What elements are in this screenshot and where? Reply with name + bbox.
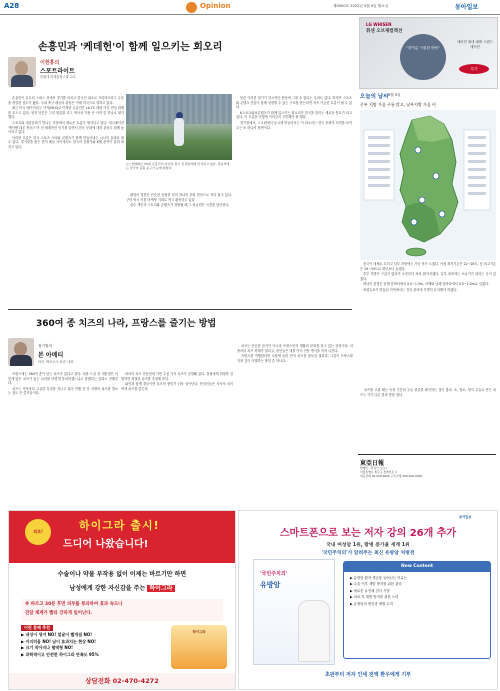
issue-info: 제0000호 2025년 0월 0일 월요일	[333, 4, 389, 8]
ad-product-image	[171, 625, 227, 669]
ad-subline1: 국내 여성암 1위, 발병 증가율 세계 1위	[326, 543, 410, 548]
article2-author-photo	[8, 338, 34, 366]
ad-headline: 스마트폰으로 보는 저자 강의 26개 추가	[279, 528, 457, 539]
ad-copy-text: 남성에게 강한 자신감을 주는	[69, 585, 146, 592]
article1-body-col-b	[236, 96, 352, 308]
ad-brand: 동아일보	[459, 515, 472, 519]
weather-description: 중부 지방 가끔 구름 많고, 남부지방 가끔 비	[360, 102, 436, 107]
paragraph: 최근 미국 메이저리그 사커(MLS)로 이적한 손흥민은 LA FC 데뷔 이후 연일 화제를 모으고 있다. 현지 언론은 그의 합류를 리그 역사상 가장 큰 이적 중 하나로 평가했다.	[8, 106, 124, 120]
author-body	[10, 355, 32, 366]
article2-column-title: 정기범의	[38, 344, 52, 348]
weather-map	[360, 110, 496, 260]
photo-caption: 로스앤젤레스 FC의 손흥민이 지난달 경기 전 팬들에게 인사하고 있다. 관중석에는 한국어 응원 문구가 눈에 띄었다.	[126, 162, 230, 171]
page-number: A28	[4, 2, 20, 10]
ad-footer	[239, 667, 497, 689]
book-ad[interactable]	[238, 510, 498, 690]
player-figure	[174, 118, 184, 146]
paragraph: K스포츠와 K콘텐츠가 함께 일으키는 회오리가 한국을 알리는 새로운 통로가 되고 있다. 이 흐름을 어떻게 이어갈지 고민해야 할 때다.	[236, 110, 352, 120]
article1-body-col-a	[8, 96, 124, 308]
author-face	[15, 61, 28, 76]
ad-subheadline: 드디어 나왔습니다!	[63, 539, 149, 550]
ad-note-line1: ※ 바르고 30분 후면 피부를 통과하여 효과 속도나	[25, 602, 123, 607]
article2-body-col-c	[237, 344, 353, 496]
paper-info-lines	[360, 467, 494, 478]
opinion-logo-icon	[186, 2, 197, 13]
ad-headline: 하이그라 출시!	[79, 519, 160, 532]
ad-benefit-item: ▶ 과학적이고 안전한 하이그라 만족도 95%	[21, 651, 99, 657]
paragraph: 바다의 물결은 동해 앞바다에서 0.5~1.5m, 서해와 남해 앞바다에서 0.5~1.0m로 일겠다.	[363, 282, 490, 287]
paragraph: 치즈를 고를 때는 숙성 기간과 우유 종류를 확인하는 것이 좋다. 소, 염소, 양의 우유로 만든 치즈는 각기 다른 맛과 향을 낸다.	[360, 388, 496, 397]
appliance-ad[interactable]	[359, 17, 498, 89]
paper-info-line: 서울특별시 종로구 청계천로 1	[360, 469, 397, 474]
book-cover-title: 유방암	[260, 581, 281, 589]
article1-body-col-c	[126, 193, 232, 308]
ad-benefit-item: ▶ 내성이 생겨 NO! 얼굴이 빨개짐 NO!	[21, 632, 93, 637]
article2-author-name: 본 아메티	[38, 352, 64, 359]
new-content-item: ▶ 유방암의 원인과 예방 수칙	[350, 601, 393, 606]
ad-benefit-list	[21, 632, 161, 658]
new-content-item: ▶ 유방암 환자 생존율 늘어나는 이유는	[350, 576, 408, 580]
product-ad[interactable]	[8, 510, 236, 690]
new-content-item: ▶ 수술 이후 재발 방지를 위한 관리	[350, 582, 402, 587]
ad-tag: 이런 분께 추천	[21, 625, 53, 631]
paragraph: 물론 이러한 열기가 일시적인 현상에 그칠 수 있다는 우려도 있다. 하지만 스포츠와 콘텐츠 산업이 함께 성장할 수 있는 구조를 만든다면 지속 가능한 흐름이 될 수 있다.	[236, 96, 352, 110]
section-logo	[186, 1, 306, 13]
paragraph: 치즈는 지역마다 고유한 특징을 지니고 있어 여행 중 각 지방의 치즈를 맛보는 것도 큰 즐거움이다.	[8, 386, 118, 396]
new-content-list	[350, 575, 486, 607]
article2-body-col-b	[121, 372, 233, 496]
new-content-item: ▶ 새로운 유전체 검사 기법	[350, 588, 390, 593]
paper-info-line: 발행인 · 편집인 ○○○	[360, 466, 388, 470]
ad-benefit-item: ▶ 크기 작아지나 혈액형 NO!	[21, 645, 73, 651]
section-divider	[8, 309, 352, 310]
article1-stadium-photo	[126, 94, 232, 160]
weather-date: 8월 0일	[388, 93, 401, 97]
ad-banner	[9, 511, 235, 563]
paper-name: 東亞日報	[360, 460, 385, 467]
ad-subline2: '국민주치의'가 알려주는 최신 유방암 처방전	[321, 551, 415, 556]
article2-body-col-d	[360, 388, 496, 448]
article1-headline: 손흥민과 '케데헌'이 함께 일으키는 회오리	[38, 42, 223, 53]
paragraph: 스포츠와 대중문화가 만나는 지점에서 새로운 흐름이 생겨나고 있다. 애니메이션 '케이팝 데몬 헌터스'가 전 세계적인 인기를 끌면서 한국 문화에 대한 관심도 함께 높아지고 있다.	[8, 120, 124, 135]
ad-model: 휘센 오브제컬렉션	[366, 29, 403, 34]
ad-phone-bar[interactable]	[9, 673, 235, 689]
ad-footer-text: 초판부터 저자 인세 전액 환우에게 기부	[325, 672, 411, 678]
ad-product-highlight: 하이그라	[149, 585, 173, 592]
paragraph: 경기장에서, 스크린에서 동시에 만들어지는 이 회오리는 한국 문화의 저력을 보여주는 또 하나의 장면이다.	[236, 120, 352, 130]
article1-column-title: 스포트라이트	[40, 68, 75, 75]
article1-author-photo	[8, 57, 36, 87]
ad-note-box	[21, 599, 223, 621]
article1-author-org: 한림대 미래융합스쿨 교수	[40, 75, 76, 79]
paragraph: 폭염특보가 발효된 지역에서는 건강 관리에 각별히 유의해야 하겠다.	[363, 287, 458, 292]
weather-title: 오늘의 날씨	[360, 94, 389, 100]
paragraph: 프랑스를 여행한다면 시장에 들러 현지 치즈를 맛보길 권한다. 그것이 프랑스를 가장 깊이 이해하는 방법 중 하나다.	[237, 354, 353, 363]
author-body	[11, 75, 33, 87]
ad-brand: LG WHISEN	[366, 22, 392, 27]
ad-benefit-item: ▶ 어지러움 NO! 남이 효과지는 현상 NO!	[21, 638, 96, 644]
paragraph: 선수 개인의 스토리와 콘텐츠가 결합될 때 그 파급력은 국경을 넘어선다.	[130, 203, 230, 208]
ad-right-text: 에어컨 최대 혜택 스탠드 에어컨	[457, 40, 493, 49]
ad-circle	[400, 34, 446, 80]
section-name: Opinion	[200, 2, 231, 10]
paragraph: 팬덤의 결집은 단순한 응원을 넘어 하나의 문화 현상으로 자리 잡고 있다. 구단 역시 이를 마케팅 기회로 적극 활용하고 있다.	[126, 193, 232, 202]
ad-circle-text: "한여름 시원한 바람"	[406, 46, 440, 50]
author-face	[14, 342, 27, 356]
ad-copy-line1: 수술이나 약물 부작용 없이 이제는 바르기만 하면	[57, 571, 187, 578]
ad-price-badge: 특가	[459, 64, 489, 74]
paragraph: 손흥민이 토트넘 스퍼스 전에서 경기를 마치고 한국인 최초로 프리미어리그 우승을 경험한 선수가 됐다. 국내 축구 팬들의 관심은 이제 미국으로 향하고 있다.	[8, 96, 124, 105]
paragraph: 파리의 치즈 전문점에 가면 수십 가지 치즈가 진열돼 있다. 점원에게 취향을 설명하면 적절한 치즈를 추천해 준다.	[121, 372, 233, 381]
paragraph: 와인과 함께 곁들이면 치즈의 풍미가 더욱 살아난다. 현지인들은 식사의 마지막에 치즈를 즐긴다.	[121, 382, 233, 391]
new-content-title: New Content	[344, 562, 490, 572]
article1-author-name: 이헌홍의	[40, 60, 60, 66]
article2-author-org: 파리 '제코르크 파리' 대표	[38, 360, 74, 364]
paper-info-line: 대표전화 02-000-0000 구독신청 080-000-0000	[360, 473, 423, 478]
ad-product-label: 하이그라	[192, 630, 206, 634]
korea-map-icon	[360, 110, 496, 260]
paper-info-block	[358, 454, 496, 505]
new-content-box	[343, 561, 491, 659]
masthead: 동아일보	[455, 4, 479, 11]
book-cover-tagline: '국민주치의'	[260, 571, 288, 577]
paragraph: 전국이 대체로 흐리고 남부 지방에는 가끔 비가 오겠다. 아침 최저기온은 22~26도, 낮 최고기온은 29~34도로 평년보다 높겠다.	[360, 262, 496, 271]
page-header	[0, 0, 500, 15]
ad-note-line2: 전달 체계가 빨라 강하게 일어난다.	[25, 611, 93, 616]
paragraph: 치즈는 단순한 음식이 아니라 프랑스인의 생활과 문화를 담고 있는 상징이다. 마을마다 치즈 축제가 열리고, 장인들은 대를 이어 전통 방식을 지켜 나간다.	[237, 344, 353, 353]
ad-phone-number[interactable]: 상담전화 02-470-4272	[85, 677, 159, 685]
ad-badge: 최초!	[25, 519, 51, 545]
paragraph: 중부 지방은 구름이 많다가 오후부터 차차 맑아지겠다. 일부 내륙에는 소나기가 내리는 곳이 있겠다.	[360, 272, 496, 281]
ad-copy-line2	[17, 583, 227, 592]
article2-body-col-a	[8, 372, 118, 496]
paragraph: 프랑스에는 360여 종이 넘는 치즈가 있다고 한다. 샤를 드골 전 대통령은 이렇게 많은 치즈가 있는 나라를 어떻게 통치하겠느냐고 말했다는 일화도 전해진다.	[8, 372, 118, 386]
article2-headline: 360여 종 치즈의 나라, 프랑스를 즐기는 방법	[36, 319, 217, 329]
new-content-item: ▶ 치료 후 재발 방지를 위한 노력	[350, 595, 399, 600]
doctor-figure-icon	[298, 600, 330, 662]
book-cover-image	[253, 559, 335, 665]
paragraph: 이러한 흐름은 한국 스포츠 스타와 콘텐츠가 함께 만들어내는 시너지 효과라 할 수 있다. 경기장을 찾는 현지 팬들 사이에서도 한국어 응원가와 K팝 음악이 울려 퍼지고 있다.	[8, 135, 124, 149]
